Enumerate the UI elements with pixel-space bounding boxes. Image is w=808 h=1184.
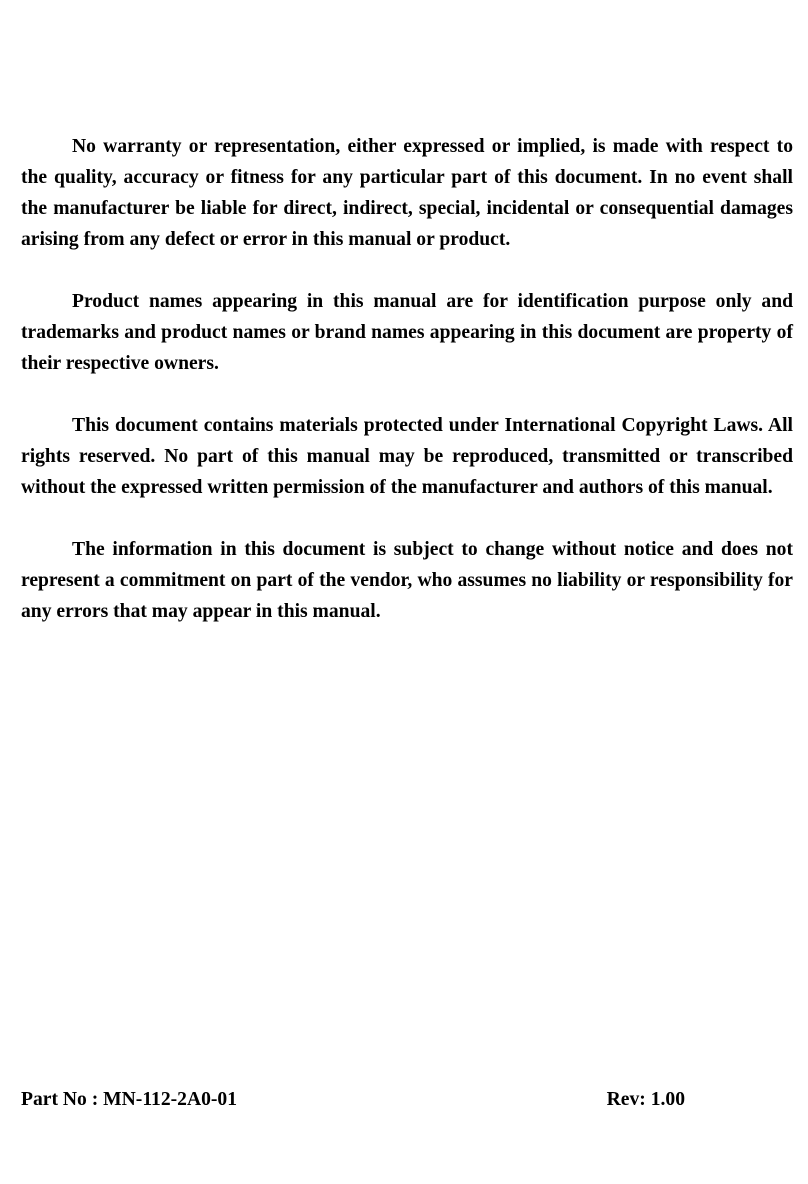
revision-number: Rev: 1.00 bbox=[606, 1089, 685, 1110]
copyright-paragraph: This document contains materials protected under International Copyright Laws. All rights reserved. No part of this manual may be reproduced, transmitted or transcribed without the expressed written permission of the manufacturer and authors of this manual. bbox=[21, 415, 793, 498]
document-body bbox=[21, 131, 793, 658]
warranty-paragraph: No warranty or representation, either expressed or implied, is made with respect to the quality, accuracy or fitness for any particular part of this document. In no event shall the manufacturer be liable for direct, indirect, special, incidental or consequential damages arising from any defect or error in this manual or product. bbox=[21, 136, 793, 250]
trademark-paragraph: Product names appearing in this manual are for identification purpose only and trademarks and product names or brand names appearing in this document are property of their respective owners. bbox=[21, 291, 793, 374]
part-number: Part No : MN-112-2A0-01 bbox=[21, 1089, 238, 1110]
notice-paragraph: The information in this document is subject to change without notice and does not represent a commitment on part of the vendor, who assumes no liability or responsibility for any errors that may appear in this manual. bbox=[21, 539, 793, 622]
